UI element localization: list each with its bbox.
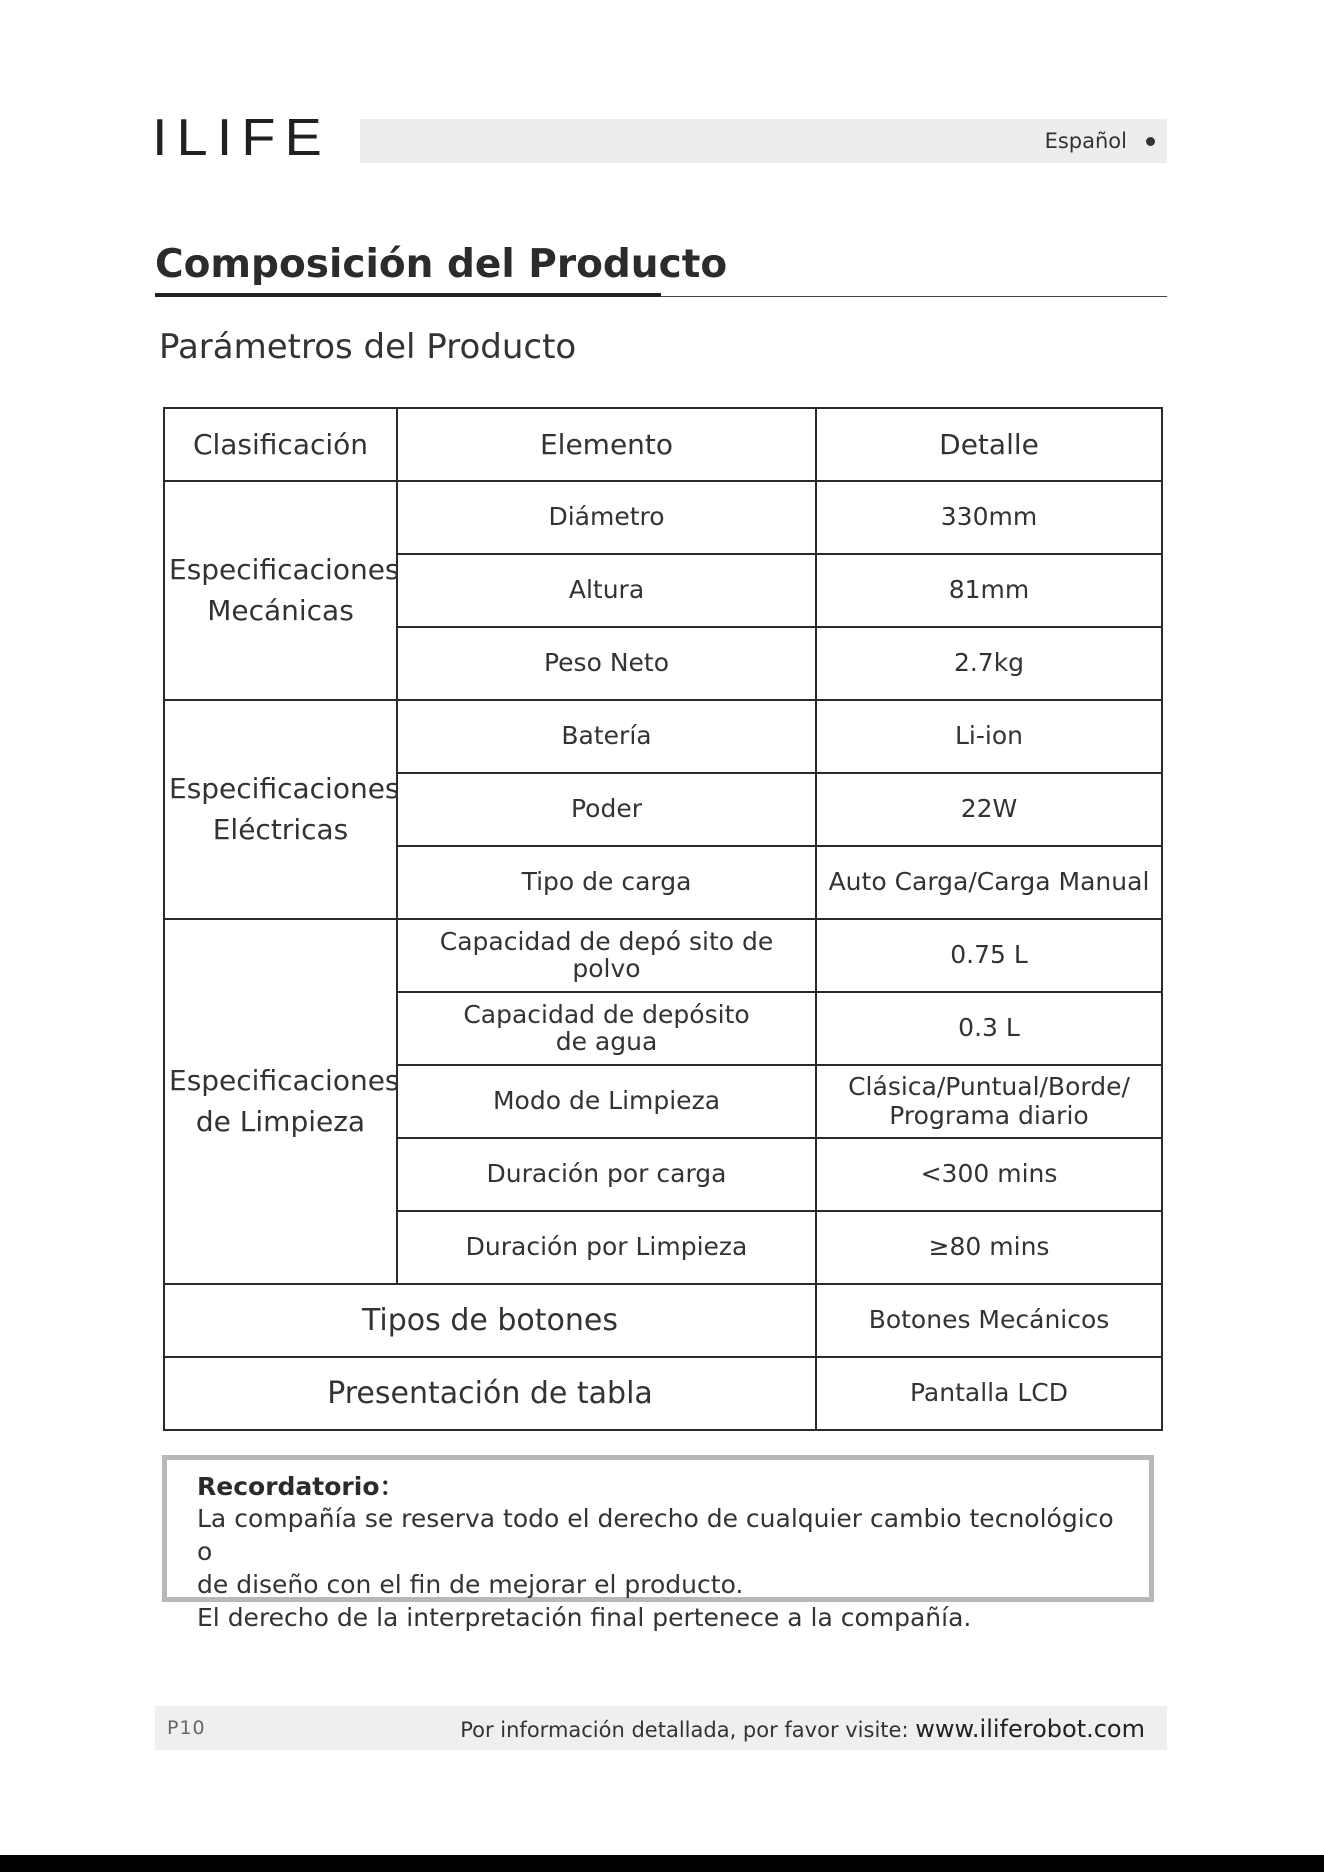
item-cell: Batería [397,700,816,773]
detail-cell: 0.3 L [816,992,1162,1065]
detail-line: Programa diario [889,1100,1089,1130]
footer-info [460,1715,1145,1743]
subtitle: Parámetros del Producto [159,327,577,367]
header-element: Elemento [397,408,816,481]
item-cell: Altura [397,554,816,627]
wide-label-cell: Tipos de botones [164,1284,816,1357]
table-row [164,1357,1162,1430]
item-cell: Diámetro [397,481,816,554]
detail-cell: Botones Mecánicos [816,1284,1162,1357]
footer-text: Por información detallada, por favor visite: [460,1718,909,1742]
reminder-line: de diseño con el fin de mejorar el producto. [197,1570,744,1599]
reminder-line: La compañía se reserva todo el derecho de cualquier cambio tecnológico o [197,1504,1114,1566]
classification-line: Mecánicas [207,593,354,627]
detail-cell [816,1065,1162,1138]
item-cell: Duración por carga [397,1138,816,1211]
detail-cell: Pantalla LCD [816,1357,1162,1430]
item-cell: Peso Neto [397,627,816,700]
table-row [164,700,1162,773]
detail-cell: ≥80 mins [816,1211,1162,1284]
reminder-line: El derecho de la interpretación final pertenece a la compañía. [197,1603,972,1632]
item-line: Capacidad de depósito [463,1000,750,1030]
classification-line: de Limpieza [195,1104,366,1138]
item-cell: Capacidad de depó sito de polvo [397,919,816,992]
scan-edge-bar [0,1855,1324,1872]
detail-cell: 81mm [816,554,1162,627]
classification-line: Eléctricas [212,812,349,846]
classification-line: Especificaciones [169,771,400,805]
header-detail: Detalle [816,408,1162,481]
product-parameters-table [163,407,1163,1431]
classification-mechanical [164,481,400,700]
table-row [164,919,1162,992]
classification-cleaning [164,919,400,1284]
header-bar [360,119,1167,163]
footer-bar [155,1706,1167,1750]
classification-line: Especificaciones [169,552,400,586]
bullet-dot-icon [1146,137,1155,146]
detail-cell: Auto Carga/Carga Manual [816,846,1162,919]
item-cell: Modo de Limpieza [397,1065,816,1138]
item-cell [397,992,816,1065]
detail-cell: 330mm [816,481,1162,554]
language-label: Español [1044,129,1127,153]
ilife-logo: ILIFE [152,108,331,167]
table-row [164,481,1162,554]
detail-cell: <300 mins [816,1138,1162,1211]
item-cell: Duración por Limpieza [397,1211,816,1284]
website-link[interactable]: www.iliferobot.com [915,1715,1145,1743]
reminder-title: Recordatorio： [197,1472,405,1501]
item-line: de agua [555,1026,658,1056]
section-title: Composición del Producto [155,242,728,287]
reminder-box [162,1455,1154,1632]
wide-label-cell: Presentación de tabla [164,1357,816,1430]
table-row [164,1284,1162,1357]
detail-line: Clásica/Puntual/Borde/ [848,1071,1130,1101]
table-header-row [164,408,1162,481]
detail-cell: Li-ion [816,700,1162,773]
title-underline [155,293,661,297]
detail-cell: 2.7kg [816,627,1162,700]
title-rule [661,296,1167,297]
classification-electrical [164,700,400,919]
classification-line: Especificaciones [169,1063,400,1097]
page-number: P10 [167,1717,206,1739]
header-classification: Clasificación [164,408,397,481]
item-cell: Tipo de carga [397,846,816,919]
item-cell: Poder [397,773,816,846]
detail-cell: 0.75 L [816,919,1162,992]
detail-cell: 22W [816,773,1162,846]
